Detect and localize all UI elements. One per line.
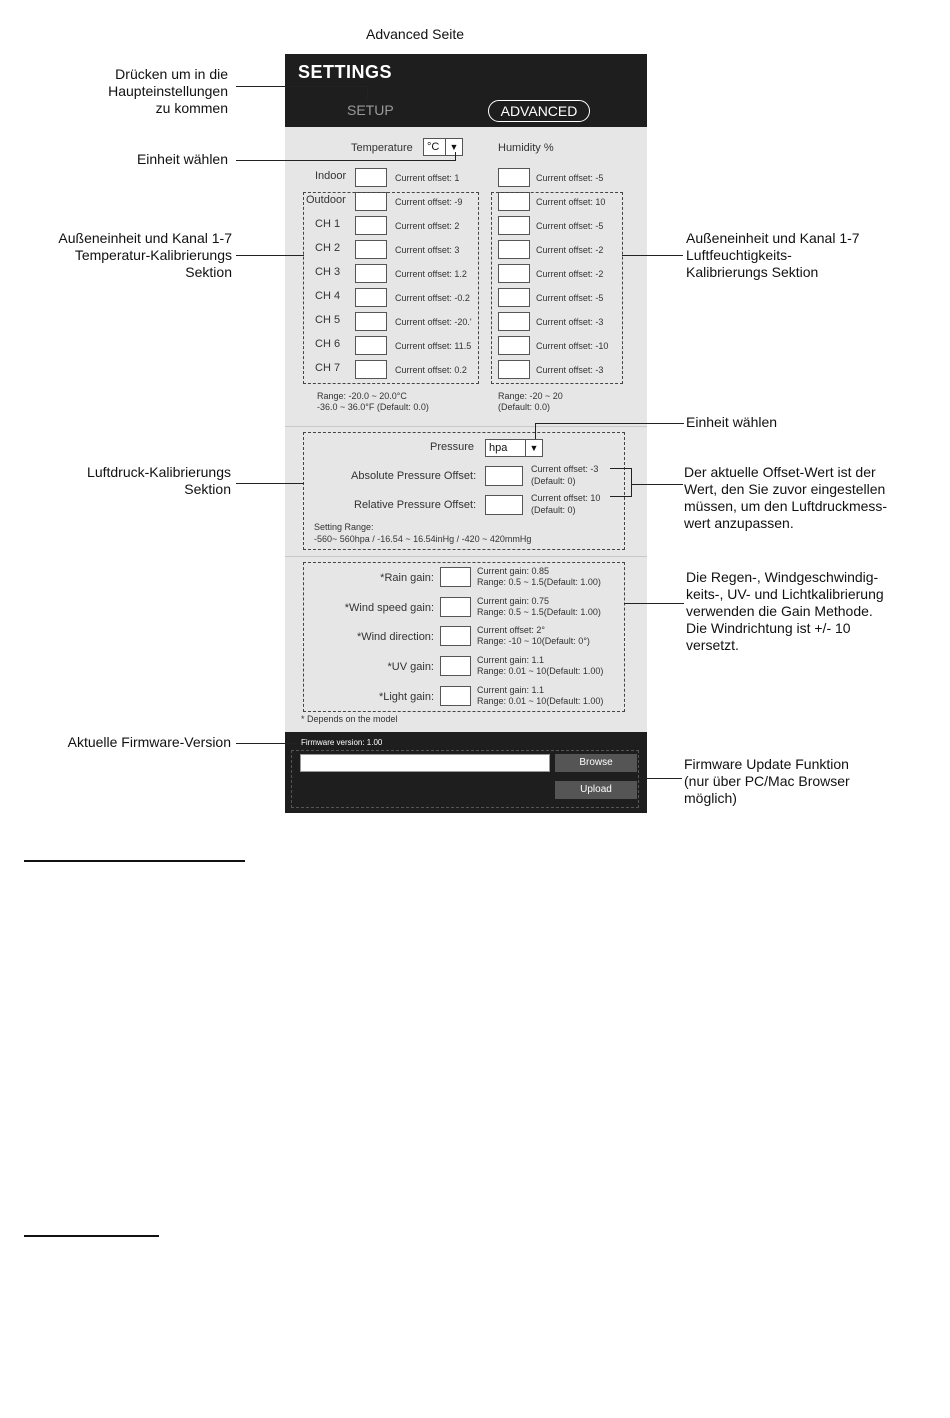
heading-rule <box>24 1235 159 1237</box>
settings-panel <box>285 54 647 813</box>
gain-range: Range: 0.5 ~ 1.5(Default: 1.00) <box>477 577 601 587</box>
annotation-line: möglich) <box>684 790 737 806</box>
annotation-line: Sektion <box>184 481 231 497</box>
humidity-current-offset: Current offset: -2 <box>536 269 604 279</box>
firmware-file-input[interactable] <box>300 754 550 772</box>
annotation-pressure-section <box>40 464 231 498</box>
gain-label: *Wind direction: <box>356 631 434 643</box>
annotation-line: Temperatur-Kalibrierungs <box>74 247 232 263</box>
annotation-line: Haupteinstellungen <box>108 83 228 99</box>
leader-line <box>236 86 368 87</box>
temperature-current-offset: Current offset: -0.2 <box>395 293 470 303</box>
humidity-current-offset: Current offset: -3 <box>536 317 604 327</box>
annotation-line: Luftfeuchtigkeits- <box>686 247 792 263</box>
leader-line <box>455 152 456 161</box>
temperature-current-offset: Current offset: -20.' <box>395 317 472 327</box>
annotation-firmware-current: Aktuelle Firmware-Version <box>67 734 231 750</box>
chevron-down-icon: ▼ <box>525 440 542 456</box>
annotation-unit-temperature: Einheit wählen <box>136 151 228 167</box>
gain-range: Range: 0.5 ~ 1.5(Default: 1.00) <box>477 606 601 617</box>
depends-note: * Depends on the model <box>301 714 398 724</box>
browse-button[interactable]: Browse <box>555 754 637 772</box>
leader-line <box>236 160 456 161</box>
annotation-line: Drücken um in die <box>115 66 228 82</box>
humidity-current-offset: Current offset: -5 <box>536 173 604 183</box>
gain-input[interactable] <box>440 686 471 706</box>
annotation-line: Der aktuelle Offset-Wert ist der <box>684 464 876 480</box>
relative-pressure-input[interactable] <box>485 495 523 515</box>
firmware-version: Firmware version: 1.00 <box>301 738 383 747</box>
temperature-range-1: Range: -20.0 ~ 20.0°C <box>317 391 407 401</box>
temperature-current-offset: Current offset: 1 <box>395 173 460 183</box>
humidity-current-offset: Current offset: -10 <box>536 341 609 351</box>
tab-setup[interactable]: SETUP <box>347 102 394 118</box>
temperature-current-offset: Current offset: 3 <box>395 245 460 255</box>
humidity-range-1: Range: -20 ~ 20 <box>498 391 563 401</box>
leader-line <box>236 255 304 256</box>
annotation-line: Kalibrierungs Sektion <box>686 264 819 280</box>
annotation-line: verwenden die Gain Methode. <box>686 603 873 619</box>
absolute-pressure-label: Absolute Pressure Offset: <box>351 470 477 482</box>
humidity-current-offset: Current offset: 10 <box>536 197 606 207</box>
gain-label: *Light gain: <box>378 691 434 703</box>
tab-advanced[interactable]: ADVANCED <box>488 100 590 122</box>
annotation-unit-pressure: Einheit wählen <box>686 414 778 430</box>
page-caption: Advanced Seite <box>366 26 465 42</box>
chevron-down-icon: ▼ <box>445 139 462 155</box>
temperature-current-offset: Current offset: 1.2 <box>395 269 467 279</box>
firmware-section <box>285 732 647 813</box>
relative-pressure-current: Current offset: 10 <box>531 493 601 503</box>
leader-line <box>367 86 368 100</box>
humidity-range-2: (Default: 0.0) <box>498 402 551 412</box>
annotation-humidity-section <box>686 230 926 281</box>
temperature-channel-label: CH 5 <box>315 314 341 326</box>
gain-current: Current gain: 1.1 <box>477 685 545 695</box>
upload-button[interactable]: Upload <box>555 781 637 799</box>
gain-input[interactable] <box>440 567 471 587</box>
temperature-channel-label: CH 7 <box>315 362 341 374</box>
gain-range: Range: 0.01 ~ 10(Default: 1.00) <box>477 665 604 676</box>
relative-pressure-default: (Default: 0) <box>531 505 576 515</box>
annotation-line: keits-, UV- und Lichtkalibrierung <box>686 586 884 602</box>
pressure-unit-select[interactable] <box>485 439 543 457</box>
absolute-pressure-default: (Default: 0) <box>531 476 576 486</box>
absolute-pressure-input[interactable] <box>485 466 523 486</box>
annotation-line: Außeneinheit und Kanal 1-7 <box>58 230 232 246</box>
humidity-current-offset: Current offset: -5 <box>536 221 604 231</box>
temperature-label: Temperature <box>351 142 413 154</box>
relative-pressure-label: Relative Pressure Offset: <box>354 499 477 511</box>
divider <box>285 426 647 427</box>
humidity-current-offset: Current offset: -3 <box>536 365 604 375</box>
annotation-line: Wert, den Sie zuvor eingestellen <box>684 481 886 497</box>
leader-line <box>610 496 632 497</box>
temperature-offset-input[interactable] <box>355 168 387 187</box>
humidity-current-offset: Current offset: -5 <box>536 293 604 303</box>
annotation-line: wert anzupassen. <box>684 515 794 531</box>
leader-line <box>236 743 298 744</box>
temperature-channel-label: Indoor <box>315 170 347 182</box>
annotation-offset-note <box>684 464 924 532</box>
annotation-line: zu kommen <box>155 100 228 116</box>
gain-input[interactable] <box>440 597 471 617</box>
settings-title: SETTINGS <box>298 62 393 82</box>
gain-range: Range: -10 ~ 10(Default: 0°) <box>477 636 590 646</box>
annotation-line: Firmware Update Funktion <box>684 756 849 772</box>
leader-line <box>535 423 536 439</box>
annotation-line: Sektion <box>185 264 232 280</box>
leader-line <box>610 468 632 469</box>
gain-current: Current gain: 0.75 <box>477 595 550 606</box>
gain-current: Current gain: 1.1 <box>477 654 545 665</box>
leader-line <box>622 255 683 256</box>
humidity-label: Humidity % <box>498 142 554 154</box>
humidity-offset-input[interactable] <box>498 168 530 187</box>
temperature-channel-label: CH 6 <box>315 338 341 350</box>
annotation-temperature-section <box>20 230 232 281</box>
annotation-line: (nur über PC/Mac Browser <box>684 773 850 789</box>
temperature-unit-select[interactable] <box>423 138 463 156</box>
annotation-line: Luftdruck-Kalibrierungs <box>87 464 231 480</box>
absolute-pressure-current: Current offset: -3 <box>531 464 599 474</box>
leader-line <box>624 603 684 604</box>
temperature-current-offset: Current offset: 2 <box>395 221 460 231</box>
heading-rule <box>24 860 245 862</box>
leader-line <box>631 468 632 496</box>
gain-current: Current gain: 0.85 <box>477 566 550 576</box>
humidity-section-outline <box>491 192 623 384</box>
temperature-range-2: -36.0 ~ 36.0°F (Default: 0.0) <box>317 402 429 412</box>
pressure-label: Pressure <box>430 441 475 453</box>
annotation-line: Die Windrichtung ist +/- 10 <box>686 620 851 636</box>
gain-input[interactable] <box>440 656 471 676</box>
leader-line <box>535 423 684 424</box>
temperature-current-offset: Current offset: 0.2 <box>395 365 467 375</box>
temperature-channel-label: Outdoor <box>306 194 346 206</box>
temperature-section-outline <box>303 192 479 384</box>
divider <box>285 556 647 557</box>
temperature-current-offset: Current offset: -9 <box>395 197 463 207</box>
annotation-line: Die Regen-, Windgeschwindig- <box>686 569 879 585</box>
gain-current: Current offset: 2° <box>477 625 545 635</box>
gain-label: *Wind speed gain: <box>344 601 434 614</box>
leader-line <box>640 778 682 779</box>
leader-line <box>631 484 683 485</box>
pressure-unit-value: hpa <box>489 442 508 454</box>
setting-range-title: Setting Range: <box>314 522 374 532</box>
temperature-channel-label: CH 3 <box>315 266 341 278</box>
annotation-setup <box>60 66 228 117</box>
leader-line <box>236 483 304 484</box>
setting-range-values: -560~ 560hpa / -16.54 ~ 16.54inHg / -420 ~ 420mmHg <box>314 534 532 544</box>
temperature-current-offset: Current offset: 11.5 <box>395 341 472 351</box>
annotation-line: müssen, um den Luftdruckmess- <box>684 498 888 514</box>
gain-label: *UV gain: <box>387 660 434 673</box>
temperature-channel-label: CH 1 <box>315 218 341 230</box>
temperature-unit-value: °C <box>427 141 440 153</box>
temperature-channel-label: CH 4 <box>315 290 341 302</box>
temperature-channel-label: CH 2 <box>315 242 341 254</box>
annotation-firmware-update <box>684 756 924 807</box>
gain-range: Range: 0.01 ~ 10(Default: 1.00) <box>477 696 604 706</box>
annotation-line: versetzt. <box>686 637 739 653</box>
gain-label: *Rain gain: <box>380 572 434 584</box>
settings-header <box>285 54 647 127</box>
annotation-line: Außeneinheit und Kanal 1-7 <box>686 230 860 246</box>
annotation-gain-note <box>686 569 926 654</box>
humidity-current-offset: Current offset: -2 <box>536 245 604 255</box>
gain-input[interactable] <box>440 626 471 646</box>
